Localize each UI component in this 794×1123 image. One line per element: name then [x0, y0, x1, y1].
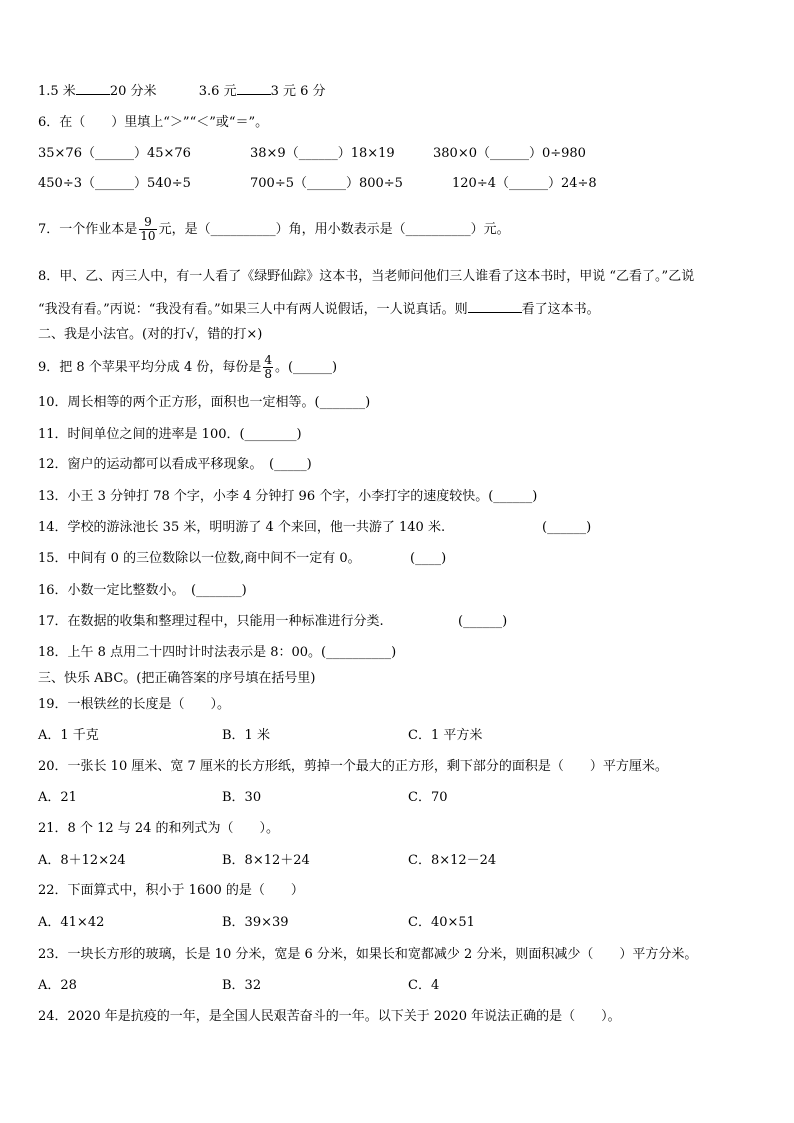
answer-blank[interactable] [76, 82, 110, 95]
question-11[interactable]: 11．时间单位之间的进率是 100．(________) [38, 427, 302, 442]
option-b[interactable]: B．32 [222, 978, 262, 993]
option-b[interactable]: B．8×12＋24 [222, 853, 310, 868]
answer-blank[interactable] [237, 82, 271, 95]
question-7: 7．一个作业本是 $\frac{9}{10}$ 元，是（__________）角，用小数表示是（__________）元。 [38, 215, 510, 243]
option-c[interactable]: C．40×51 [408, 915, 475, 930]
option-a[interactable]: A．1 千克 [38, 728, 99, 743]
conversion-line: 1.5 米 20 分米 3.6 元 3 元 6 分 [38, 84, 326, 99]
option-c[interactable]: C．4 [408, 978, 440, 993]
option-a[interactable]: A．41×42 [38, 915, 105, 930]
question-20: 20．一张长 10 厘米、宽 7 厘米的长方形纸，剪掉一个最大的正方形，剩下部分的面积是（ ）平方厘米。 [38, 759, 668, 774]
question-19: 19．一根铁丝的长度是（ ）。 [38, 697, 231, 712]
option-a[interactable]: A．8＋12×24 [38, 853, 126, 868]
option-a[interactable]: A．28 [38, 978, 77, 993]
fraction: $\frac{4}{8}$ [264, 353, 272, 381]
question-22: 22．下面算式中，积小于 1600 的是（ ） [38, 883, 304, 898]
option-b[interactable]: B．30 [222, 790, 262, 805]
question-8-line-2: “我没有看。”丙说：“我没有看。”如果三人中有两人说假话，一人说真话。则 看了这本书。 [38, 302, 600, 317]
question-13[interactable]: 13．小王 3 分钟打 78 个字，小李 4 分钟打 96 个字，小李打字的速度较快。(______) [38, 489, 538, 504]
question-12[interactable]: 12．窗户的运动都可以看成平移现象。 (_____) [38, 457, 312, 472]
option-a[interactable]: A．21 [38, 790, 77, 805]
question-9: 9．把 8 个苹果平均分成 4 份，每份是 $\frac{4}{8}$ 。(______) [38, 353, 338, 381]
question-18[interactable]: 18．上午 8 点用二十四时计时法表示是 8：00。(__________) [38, 645, 397, 660]
question-10[interactable]: 10．周长相等的两个正方形，面积也一定相等。(_______) [38, 395, 371, 410]
option-b[interactable]: B．1 米 [222, 728, 270, 743]
question-24: 24．2020 年是抗疫的一年，是全国人民艰苦奋斗的一年。以下关于 2020 年说法正确的是（ ）。 [38, 1009, 621, 1024]
option-c[interactable]: C．70 [408, 790, 448, 805]
option-c[interactable]: C．1 平方米 [408, 728, 483, 743]
question-8-line-1: 8．甲、乙、丙三人中，有一人看了《绿野仙踪》这本书，当老师问他们三人谁看了这本书时，甲说 “乙看了。”乙说 [38, 269, 695, 284]
answer-blank[interactable] [468, 300, 522, 313]
fraction: $\frac{9}{10}$ [140, 215, 156, 243]
answer-paren[interactable]: (______) [458, 614, 508, 629]
section-3-heading: 三、快乐 ABC。(把正确答案的序号填在括号里) [38, 671, 316, 686]
answer-paren[interactable]: (____) [410, 551, 447, 566]
question-6-title: 6．在（ ）里填上“＞”“＜”或“＝”。 [38, 115, 269, 130]
question-16[interactable]: 16．小数一定比整数小。 (_______) [38, 583, 247, 598]
question-23: 23．一块长方形的玻璃，长是 10 分米，宽是 6 分米，如果长和宽都减少 2 分米，则面积减少（ ）平方分米。 [38, 947, 698, 962]
option-c[interactable]: C．8×12－24 [408, 853, 497, 868]
option-b[interactable]: B．39×39 [222, 915, 289, 930]
question-21: 21．8 个 12 与 24 的和列式为（ ）。 [38, 821, 280, 836]
answer-paren[interactable]: (______) [542, 520, 592, 535]
section-2-heading: 二、我是小法官。(对的打√，错的打×) [38, 327, 263, 342]
